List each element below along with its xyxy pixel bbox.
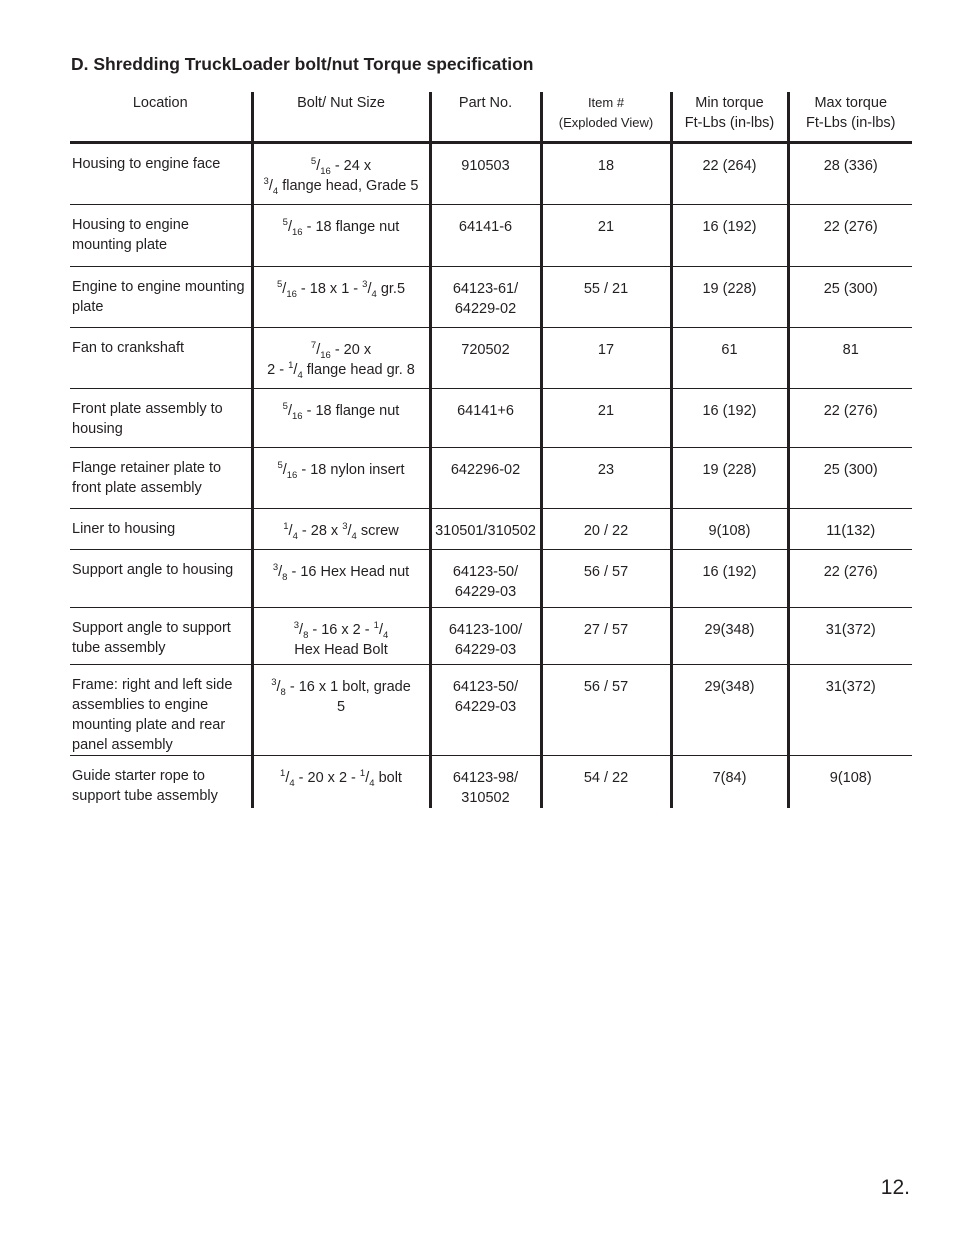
cell-location: Support angle to support tube assembly	[70, 608, 252, 665]
header-min-torque	[671, 92, 788, 143]
cell-location: Engine to engine mounting plate	[70, 267, 252, 328]
cell-min-torque: 7(84)	[671, 756, 788, 809]
cell-part-no: 64141-6	[430, 205, 541, 267]
cell-part-no: 64123-61/ 64229-02	[430, 267, 541, 328]
header-min-line1: Min torque	[695, 95, 764, 111]
header-max-line1: Max torque	[814, 95, 888, 111]
table-row	[70, 448, 912, 509]
cell-location: Guide starter rope to support tube assembly	[70, 756, 252, 809]
cell-location: Support angle to housing	[70, 550, 252, 608]
table-row	[70, 608, 912, 665]
cell-item-number: 56 / 57	[541, 665, 671, 756]
table-row	[70, 267, 912, 328]
table-row	[70, 389, 912, 448]
cell-bolt-nut-size: $^3/_8 - 16$ x 1 bolt, grade 5	[252, 665, 430, 756]
cell-part-no: 642296-02	[430, 448, 541, 509]
cell-bolt-nut-size: $^5/_{16} - 24$ x $^3/_4$ flange head, Grade 5	[252, 143, 430, 205]
cell-min-torque: 29(348)	[671, 608, 788, 665]
cell-min-torque: 29(348)	[671, 665, 788, 756]
cell-item-number: 56 / 57	[541, 550, 671, 608]
cell-part-no: 720502	[430, 328, 541, 389]
cell-location: Flange retainer plate to front plate assembly	[70, 448, 252, 509]
cell-bolt-nut-size: $^5/_{16} - 18$ flange nut	[252, 205, 430, 267]
cell-location: Frame: right and left side assemblies to engine mounting plate and rear panel assembly	[70, 665, 252, 756]
header-min-line2: Ft-Lbs (in-lbs)	[684, 115, 775, 131]
header-item-line2: (Exploded View)	[558, 115, 654, 130]
cell-min-torque: 61	[671, 328, 788, 389]
cell-max-torque: 81	[788, 328, 912, 389]
cell-bolt-nut-size: $^3/_8 - 16$ x $2 - ^1/_4$ Hex Head Bolt	[252, 608, 430, 665]
cell-location: Liner to housing	[70, 509, 252, 550]
table-header-row	[70, 92, 912, 143]
cell-min-torque: 16 (192)	[671, 389, 788, 448]
cell-max-torque: 25 (300)	[788, 267, 912, 328]
cell-min-torque: 16 (192)	[671, 550, 788, 608]
cell-max-torque: 31(372)	[788, 608, 912, 665]
table-row	[70, 328, 912, 389]
cell-item-number: 55 / 21	[541, 267, 671, 328]
cell-item-number: 20 / 22	[541, 509, 671, 550]
section-title: D. Shredding TruckLoader bolt/nut Torque specification	[71, 54, 534, 74]
cell-bolt-nut-size: $^5/_{16} - 18$ flange nut	[252, 389, 430, 448]
header-location: Location	[70, 92, 252, 143]
cell-max-torque: 11(132)	[788, 509, 912, 550]
cell-item-number: 17	[541, 328, 671, 389]
cell-min-torque: 22 (264)	[671, 143, 788, 205]
cell-bolt-nut-size: $^3/_8 - 16$ Hex Head nut	[252, 550, 430, 608]
cell-part-no: 64141+6	[430, 389, 541, 448]
cell-max-torque: 28 (336)	[788, 143, 912, 205]
cell-min-torque: 9(108)	[671, 509, 788, 550]
table-row	[70, 509, 912, 550]
cell-location: Front plate assembly to housing	[70, 389, 252, 448]
header-max-torque	[788, 92, 912, 143]
cell-item-number: 54 / 22	[541, 756, 671, 809]
cell-part-no: 910503	[430, 143, 541, 205]
cell-part-no: 64123-100/ 64229-03	[430, 608, 541, 665]
cell-max-torque: 25 (300)	[788, 448, 912, 509]
cell-location: Housing to engine face	[70, 143, 252, 205]
cell-part-no: 64123-50/ 64229-03	[430, 665, 541, 756]
cell-max-torque: 31(372)	[788, 665, 912, 756]
cell-part-no: 64123-98/ 310502	[430, 756, 541, 809]
cell-item-number: 18	[541, 143, 671, 205]
cell-part-no: 64123-50/ 64229-03	[430, 550, 541, 608]
cell-item-number: 21	[541, 205, 671, 267]
torque-spec-table	[70, 92, 912, 808]
cell-min-torque: 16 (192)	[671, 205, 788, 267]
table-row	[70, 205, 912, 267]
table-row	[70, 550, 912, 608]
cell-location: Housing to engine mounting plate	[70, 205, 252, 267]
cell-item-number: 23	[541, 448, 671, 509]
table-body	[70, 143, 912, 809]
header-item-number	[541, 92, 671, 143]
header-max-line2: Ft-Lbs (in-lbs)	[806, 115, 896, 131]
cell-max-torque: 22 (276)	[788, 205, 912, 267]
cell-bolt-nut-size: $^1/_4 - 20$ x $2 - ^1/_4$ bolt	[252, 756, 430, 809]
page-number: 12.	[880, 1176, 910, 1199]
cell-bolt-nut-size: $^5/_{16} - 18$ nylon insert	[252, 448, 430, 509]
cell-min-torque: 19 (228)	[671, 448, 788, 509]
table-row	[70, 756, 912, 809]
table-row	[70, 665, 912, 756]
cell-bolt-nut-size: $^1/_4 - 28$ x $^3/_4$ screw	[252, 509, 430, 550]
header-item-line1: Item #	[587, 95, 625, 110]
cell-max-torque: 22 (276)	[788, 389, 912, 448]
cell-item-number: 21	[541, 389, 671, 448]
cell-min-torque: 19 (228)	[671, 267, 788, 328]
cell-item-number: 27 / 57	[541, 608, 671, 665]
cell-bolt-nut-size: $^5/_{16} - 18$ x $1 - ^3/_4$ gr.5	[252, 267, 430, 328]
header-bolt-nut-size: Bolt/ Nut Size	[252, 92, 430, 143]
cell-location: Fan to crankshaft	[70, 328, 252, 389]
table-row	[70, 143, 912, 205]
cell-part-no: 310501/310502	[430, 509, 541, 550]
cell-max-torque: 9(108)	[829, 770, 872, 786]
cell-bolt-nut-size: $^7/_{16} - 20$ x $2 - ^1/_4$ flange head gr. 8	[252, 328, 430, 389]
header-part-no: Part No.	[430, 92, 541, 143]
cell-max-torque: 22 (276)	[788, 550, 912, 608]
